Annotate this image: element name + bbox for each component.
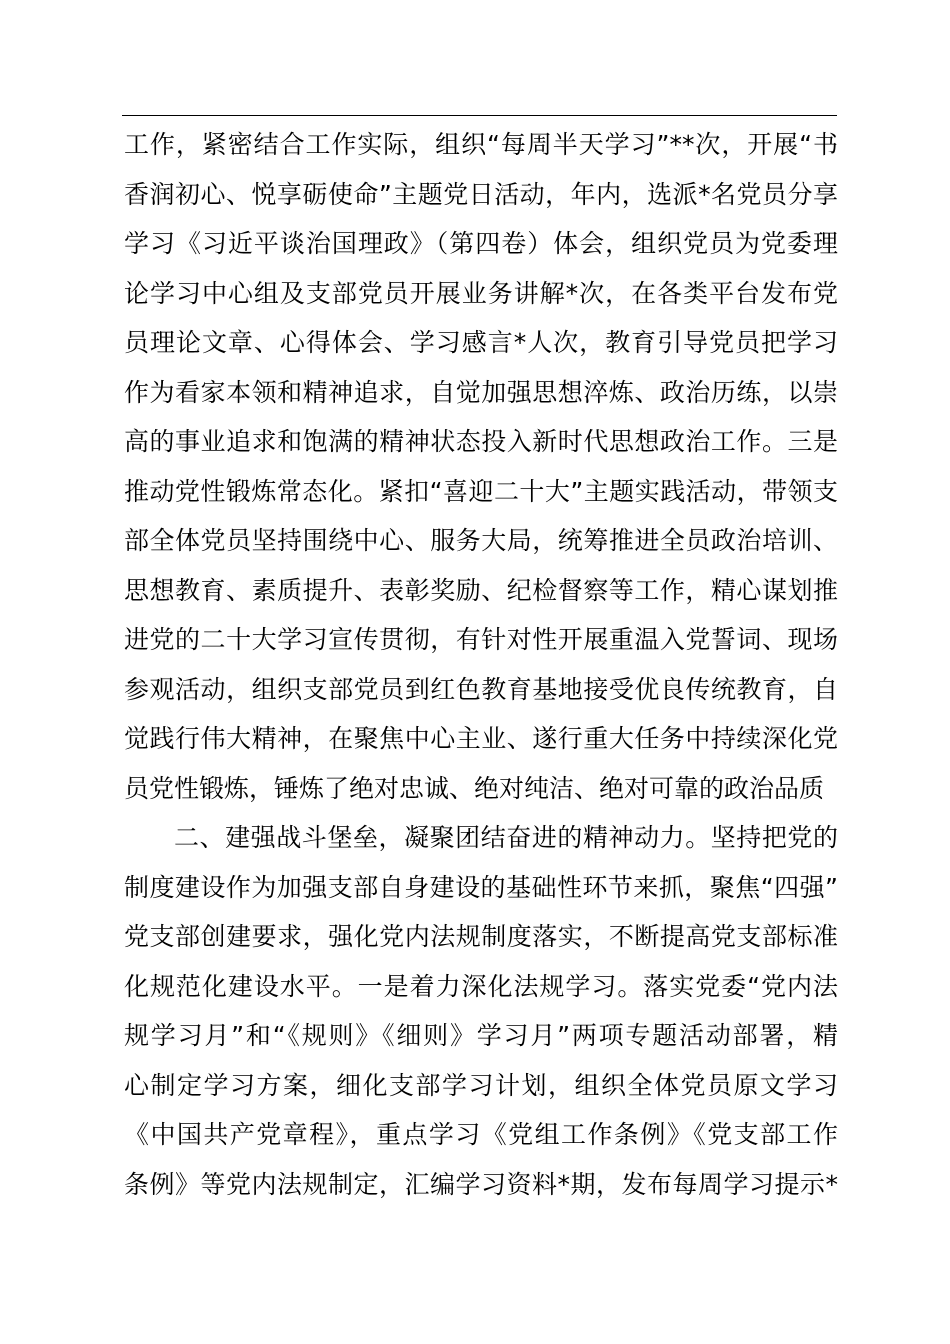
text-line: 香润初心、悦享砺使命”主题党日活动，年内，选派*名党员分享 <box>124 179 838 209</box>
text-line: 进党的二十大学习宣传贯彻，有针对性开展重温入党誓词、现场 <box>124 625 838 654</box>
text-line: 制度建设作为加强支部自身建设的基础性环节来抓，聚焦“四强” <box>124 872 838 902</box>
text-line: 员理论文章、心得体会、学习感言*人次，教育引导党员把学习 <box>124 328 838 357</box>
text-line: 部全体党员坚持围绕中心、服务大局，统筹推进全员政治培训、 <box>124 526 838 555</box>
text-line: 高的事业追求和饱满的精神状态投入新时代思想政治工作。三是 <box>124 427 838 456</box>
text-line: 论学习中心组及支部党员开展业务讲解*次，在各类平台发布党 <box>124 278 838 308</box>
text-line: 工作，紧密结合工作实际，组织“每周半天学习”**次，开展“书 <box>124 130 838 159</box>
text-line: 党支部创建要求，强化党内法规制度落实，不断提高党支部标准 <box>124 922 838 951</box>
text-line: 参观活动，组织支部党员到红色教育基地接受优良传统教育，自 <box>124 674 838 704</box>
text-line: 化规范化建设水平。一是着力深化法规学习。落实党委“党内法 <box>124 971 838 1001</box>
text-line: 《中国共产党章程》，重点学习《党组工作条例》《党支部工作 <box>124 1120 838 1149</box>
text-line: 条例》等党内法规制定，汇编学习资料*期，发布每周学习提示* <box>124 1169 838 1199</box>
text-line: 作为看家本领和精神追求，自觉加强思想淬炼、政治历练，以崇 <box>124 377 838 407</box>
text-line: 觉践行伟大精神，在聚焦中心主业、遂行重大任务中持续深化党 <box>124 724 838 753</box>
text-line: 学习《习近平谈治国理政》（第四卷）体会，组织党员为党委理 <box>124 229 838 258</box>
header-rule <box>122 115 837 116</box>
text-line: 心制定学习方案，细化支部学习计划，组织全体党员原文学习 <box>124 1070 838 1100</box>
body-text <box>124 120 838 1209</box>
section-heading-line: 二、建强战斗堡垒，凝聚团结奋进的精神动力。坚持把党的 <box>174 823 838 852</box>
text-line: 思想教育、素质提升、表彰奖励、纪检督察等工作，精心谋划推 <box>124 575 838 605</box>
text-line: 推动党性锻炼常态化。紧扣“喜迎二十大”主题实践活动，带领支 <box>124 476 838 506</box>
text-line: 员党性锻炼，锤炼了绝对忠诚、绝对纯洁、绝对可靠的政治品质 <box>124 773 825 803</box>
text-line: 规学习月”和“《规则》《细则》学习月”两项专题活动部署，精 <box>124 1021 838 1050</box>
